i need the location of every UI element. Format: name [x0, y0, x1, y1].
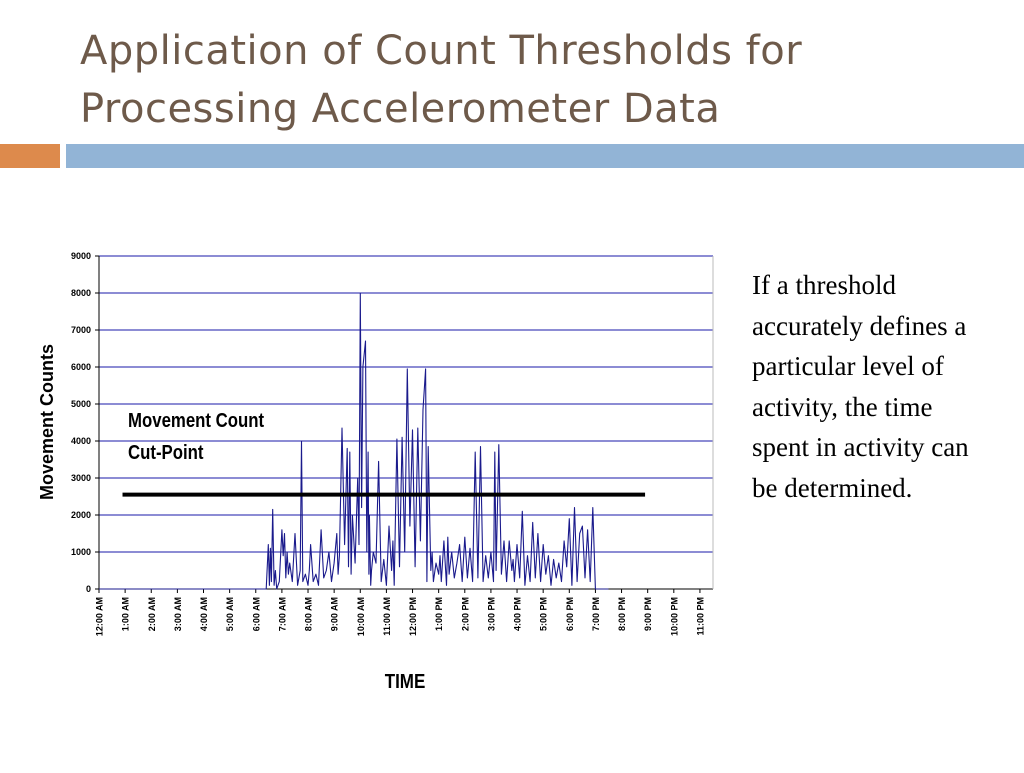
y-axis-label: Movement Counts	[37, 343, 57, 501]
x-tick-label: 10:00 AM	[355, 597, 366, 637]
x-tick-label: 12:00 AM	[94, 597, 105, 637]
x-tick-label: 2:00 AM	[146, 597, 157, 632]
y-tick-label: 7000	[70, 325, 91, 335]
y-tick-label: 9000	[70, 251, 91, 261]
x-tick-label: 8:00 PM	[617, 597, 628, 632]
x-tick-label: 6:00 AM	[251, 597, 262, 632]
x-tick-label: 11:00 PM	[695, 597, 706, 636]
x-tick-label: 1:00 AM	[120, 597, 131, 632]
y-tick-label: 3000	[70, 473, 91, 483]
x-tick-label: 9:00 PM	[643, 597, 654, 632]
x-tick-label: 9:00 AM	[329, 597, 340, 632]
x-axis-label: TIME	[384, 669, 426, 693]
x-tick-label: 3:00 PM	[486, 597, 497, 632]
y-tick-label: 4000	[70, 436, 91, 446]
x-tick-label: 11:00 AM	[381, 597, 392, 636]
slide-body-text: If a threshold accurately defines a particular level of activity, the time spent in activity can be determined.	[752, 270, 969, 503]
slide-title-line-1: Application of Count Thresholds for	[80, 28, 803, 74]
y-axis-ticks	[71, 251, 99, 594]
x-tick-label: 10:00 PM	[669, 597, 680, 637]
x-tick-label: 4:00 PM	[512, 597, 523, 632]
x-tick-label: 4:00 AM	[199, 597, 210, 632]
slide-title-line-2: Processing Accelerometer Data	[80, 86, 721, 132]
y-tick-label: 1000	[70, 547, 91, 557]
y-tick-label: 6000	[70, 362, 91, 372]
x-tick-label: 8:00 AM	[303, 597, 314, 632]
x-tick-label: 5:00 AM	[225, 597, 236, 632]
x-tick-label: 1:00 PM	[434, 597, 445, 632]
x-tick-label: 6:00 PM	[564, 597, 575, 632]
x-tick-label: 2:00 PM	[460, 597, 471, 632]
y-tick-label: 0	[85, 584, 91, 594]
threshold-label-line-1: Movement Count	[127, 408, 265, 432]
x-tick-label: 7:00 AM	[277, 597, 288, 632]
threshold-label-line-2: Cut-Point	[127, 440, 204, 464]
y-tick-label: 5000	[70, 399, 91, 409]
x-tick-label: 12:00 PM	[408, 597, 419, 637]
y-tick-label: 8000	[70, 288, 91, 298]
x-tick-label: 3:00 AM	[172, 597, 183, 632]
x-tick-label: 7:00 PM	[590, 597, 601, 632]
x-axis-ticks	[95, 589, 706, 636]
x-tick-label: 5:00 PM	[538, 597, 549, 632]
y-tick-label: 2000	[70, 510, 91, 520]
